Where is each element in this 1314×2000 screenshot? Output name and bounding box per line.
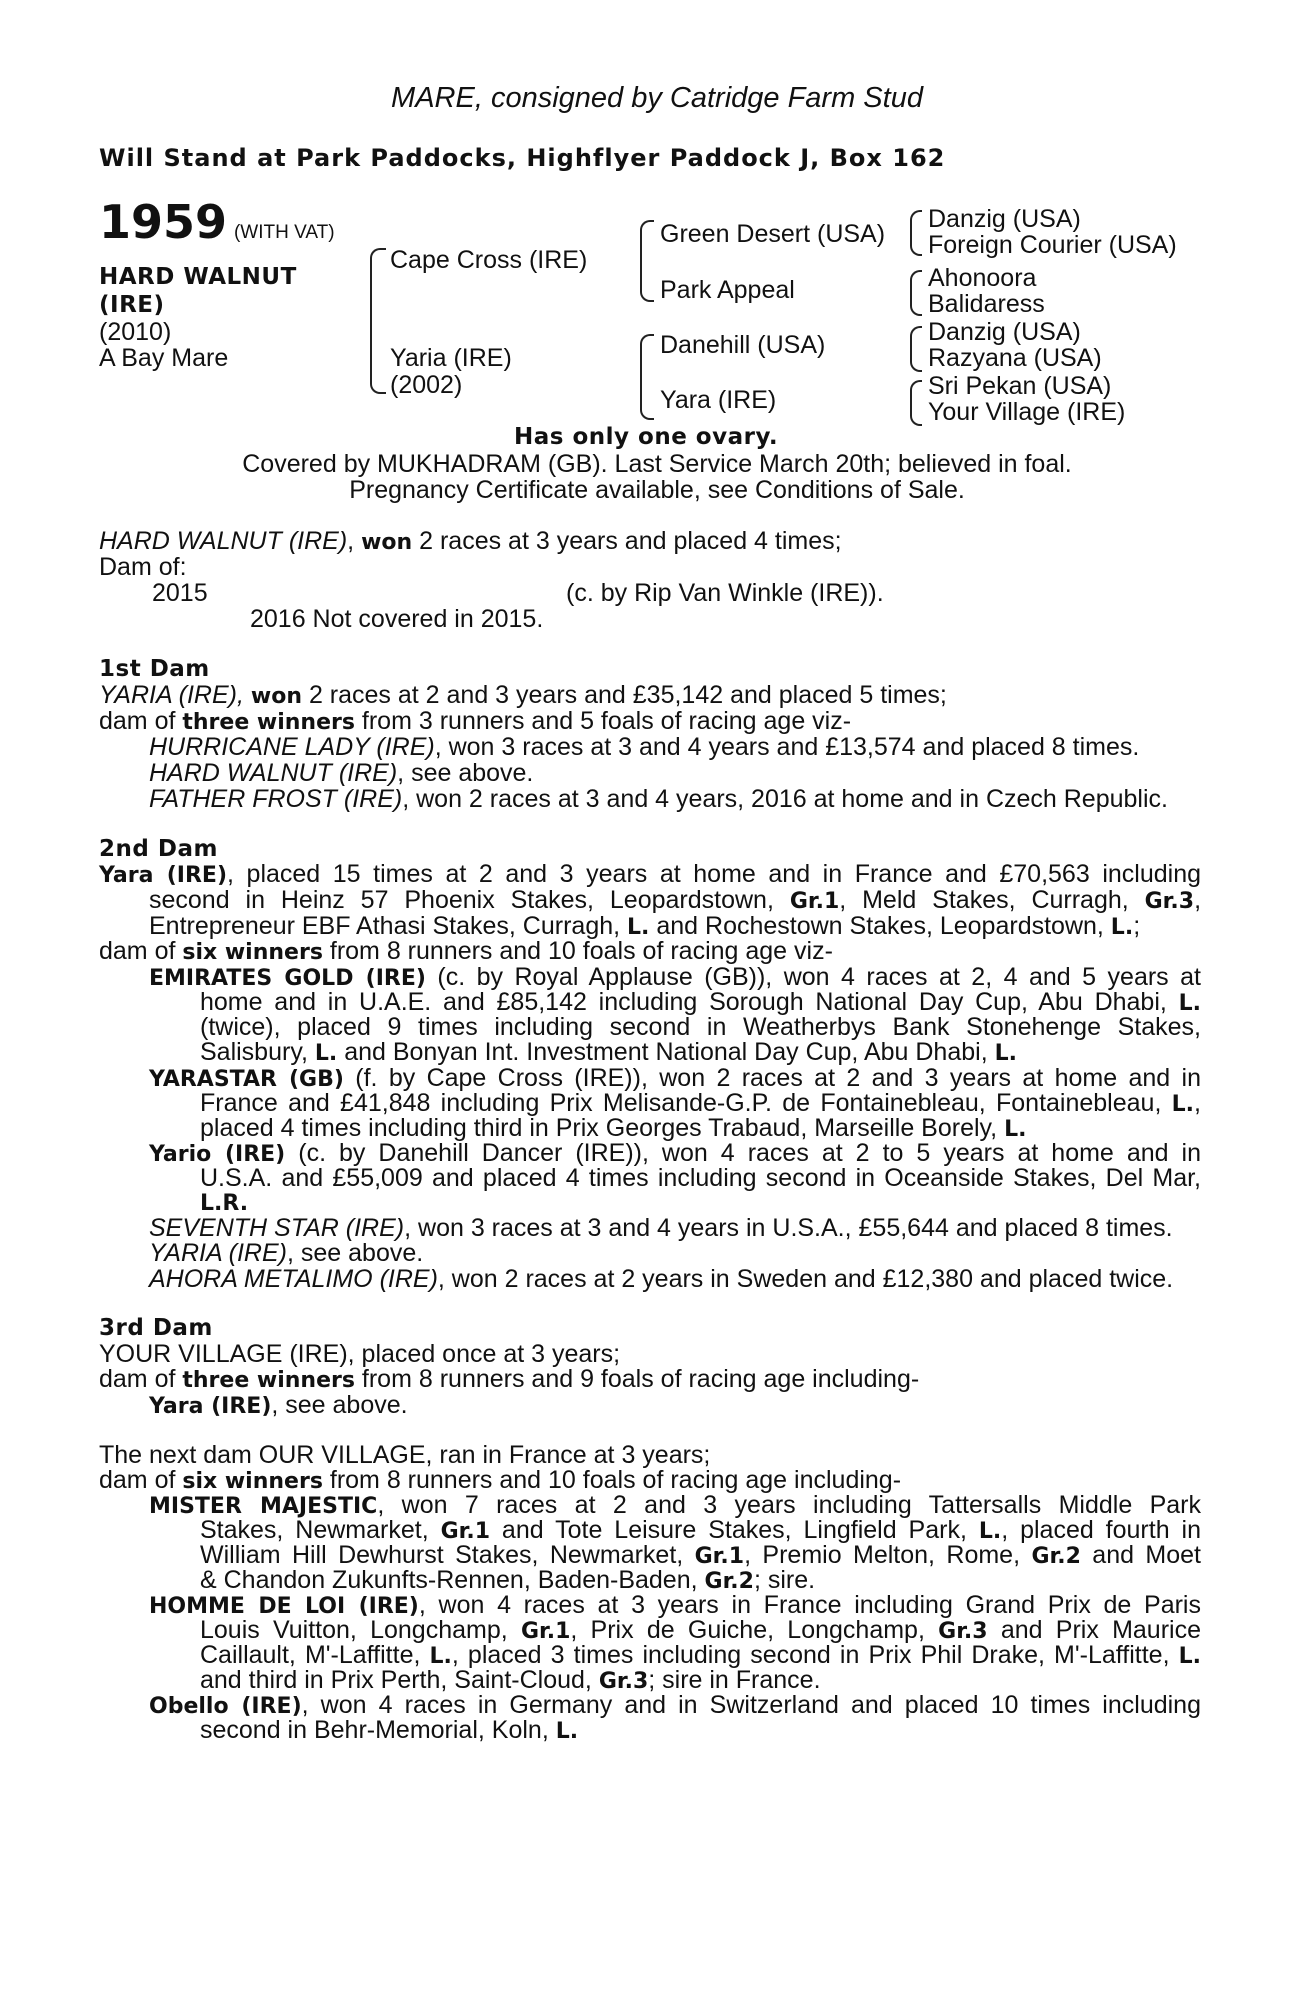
third-dam-line-1: YOUR VILLAGE (IRE), placed once at 3 years; xyxy=(99,1340,621,1368)
emirates-gold-line-2: home and in U.A.E. and £85,142 including Sorough National Day Cup, Abu Dhabi, L. xyxy=(200,988,1201,1016)
produce-2016: 2016 Not covered in 2015. xyxy=(250,605,544,633)
pedigree-bracket-ds xyxy=(910,326,922,372)
yaria-line: YARIA (IRE), see above. xyxy=(149,1239,424,1267)
offspring-name: HOMME DE LOI (IRE) xyxy=(149,1594,419,1619)
ovary-note: Has only one ovary. xyxy=(514,424,779,450)
ahora-metalimo-line: AHORA METALIMO (IRE), won 2 races at 2 years in Sweden and £12,380 and placed twice. xyxy=(149,1265,1174,1293)
yarastar-line-3: placed 4 times including third in Prix Georges Trabaud, Marseille Borely, L. xyxy=(200,1114,1027,1142)
pedigree-dss: Danzig (USA) xyxy=(928,318,1081,346)
horse-name: HARD WALNUT xyxy=(99,264,297,290)
pedigree-ddd: Your Village (IRE) xyxy=(928,398,1126,426)
first-dam-line-1 xyxy=(99,683,947,710)
first-dam-line-2 xyxy=(99,709,851,736)
certificate-note: Pregnancy Certificate available, see Conditions of Sale. xyxy=(349,476,965,504)
pedigree-dam: Yaria (IRE) xyxy=(390,344,512,372)
first-dam-offspring-3 xyxy=(149,787,1168,813)
stand-location: Will Stand at Park Paddocks, Highflyer Paddock J, Box 162 xyxy=(99,144,946,172)
offspring-name: HURRICANE LADY (IRE) xyxy=(149,733,435,761)
second-dam-line-2: second in Heinz 57 Phoenix Stakes, Leopardstown, Gr.1, Meld Stakes, Curragh, Gr.3, xyxy=(149,886,1202,914)
offspring-name: Obello (IRE) xyxy=(149,1694,302,1719)
next-dam-line-2: dam of six winners from 8 runners and 10 foals of racing age including- xyxy=(99,1466,902,1494)
pedigree-bracket-main xyxy=(370,248,386,394)
pedigree-sire-sire: Green Desert (USA) xyxy=(660,220,886,248)
pedigree-bracket-ss xyxy=(910,210,922,256)
third-dam-line-3: Yara (IRE), see above. xyxy=(149,1391,408,1419)
first-dam-damof: dam of xyxy=(99,707,183,735)
emirates-gold-line-3: (twice), placed 9 times including second in Weatherbys Bank Stonehenge Stakes, xyxy=(200,1013,1201,1041)
produce-2015-detail: (c. by Rip Van Winkle (IRE)). xyxy=(566,579,884,607)
pedigree-sire: Cape Cross (IRE) xyxy=(390,246,588,274)
obello-line-1: Obello (IRE), won 4 races in Germany and in Switzerland and placed 10 times including xyxy=(149,1691,1201,1719)
lot-number-line xyxy=(99,195,335,249)
emirates-gold-line-1: EMIRATES GOLD (IRE) (c. by Royal Applause (GB)), won 4 races at 2, 4 and 5 years at xyxy=(149,963,1201,991)
horse-origin: (IRE) xyxy=(99,292,165,318)
obello-line-2: second in Behr-Memorial, Koln, L. xyxy=(200,1716,579,1744)
first-dam-rest: 2 races at 2 and 3 years and £35,142 and placed 5 times; xyxy=(302,681,947,709)
offspring-name: FATHER FROST (IRE) xyxy=(149,785,403,813)
homme-de-loi-line-3: Caillault, M'-Laffitte, L., placed 3 times including second in Prix Phil Drake, M'-Laffitte, L. xyxy=(200,1641,1201,1669)
second-dam-name: Yara (IRE) xyxy=(99,863,228,888)
record-horse-name: HARD WALNUT (IRE) xyxy=(99,527,348,555)
second-dam-line-3: Entrepreneur EBF Athasi Stakes, Curragh, L. and Rochestown Stakes, Leopardstown, L.; xyxy=(149,912,1141,940)
pedigree-dam-year: (2002) xyxy=(390,371,463,399)
pedigree-sire-dam: Park Appeal xyxy=(660,276,795,304)
first-dam-runners: from 3 runners and 5 foals of racing age viz- xyxy=(354,707,852,735)
first-dam-name: YARIA (IRE), xyxy=(99,681,244,709)
first-dam-won: won xyxy=(250,684,302,709)
pedigree-sss: Danzig (USA) xyxy=(928,205,1081,233)
lot-number: 1959 xyxy=(99,195,228,249)
horse-description: A Bay Mare xyxy=(99,344,229,372)
offspring-name: SEVENTH STAR (IRE) xyxy=(149,1214,405,1242)
yarastar-line-2: France and £41,848 including Prix Melisande-G.P. de Fontainebleau, Fontainebleau, L., xyxy=(200,1089,1201,1117)
first-dam-winners: three winners xyxy=(182,710,355,735)
offspring-name: HARD WALNUT (IRE) xyxy=(149,759,398,787)
homme-de-loi-line-1: HOMME DE LOI (IRE), won 4 races at 3 years in France including Grand Prix de Paris xyxy=(149,1591,1201,1619)
offspring-record: , see above. xyxy=(397,759,534,787)
offspring-name: YARASTAR (GB) xyxy=(149,1067,344,1092)
third-dam-heading: 3rd Dam xyxy=(99,1315,213,1341)
horse-year: (2010) xyxy=(99,318,172,346)
pedigree-dam-dam: Yara (IRE) xyxy=(660,386,777,414)
yario-line-2: U.S.A. and £55,009 and placed 4 times including second in Oceanside Stakes, Del Mar, xyxy=(200,1164,1201,1192)
pedigree-bracket-sd xyxy=(910,270,922,316)
third-dam-line-2: dam of three winners from 8 runners and 9 foals of racing age including- xyxy=(99,1365,920,1393)
first-dam-heading: 1st Dam xyxy=(99,656,210,682)
offspring-record: , won 2 races at 3 and 4 years, 2016 at home and in Czech Republic. xyxy=(402,785,1168,813)
offspring-name: YARIA (IRE) xyxy=(149,1239,287,1267)
yarastar-line-1: YARASTAR (GB) (f. by Cape Cross (IRE)), won 2 races at 2 and 3 years at home and in xyxy=(149,1064,1201,1092)
page-title: MARE, consigned by Catridge Farm Stud xyxy=(391,82,923,114)
second-dam-damof: dam of six winners from 8 runners and 10 foals of racing age viz- xyxy=(99,937,833,965)
pedigree-dam-sire: Danehill (USA) xyxy=(660,331,826,359)
vat-label: (WITH VAT) xyxy=(233,222,335,243)
pedigree-ssd: Foreign Courier (USA) xyxy=(928,231,1177,259)
emirates-gold-line-4: Salisbury, L. and Bonyan Int. Investment National Day Cup, Abu Dhabi, L. xyxy=(200,1038,1017,1066)
offspring-name: Yario (IRE) xyxy=(149,1142,286,1167)
pedigree-bracket-dam xyxy=(640,334,654,420)
record-line: HARD WALNUT (IRE), won 2 races at 3 years and placed 4 times; xyxy=(99,527,842,555)
homme-de-loi-line-4: and third in Prix Perth, Saint-Cloud, Gr.3; sire in France. xyxy=(200,1666,821,1694)
pedigree-sdd: Balidaress xyxy=(928,290,1045,318)
offspring-name: AHORA METALIMO (IRE) xyxy=(149,1265,438,1293)
mister-majestic-line-1: MISTER MAJESTIC, won 7 races at 2 and 3 years including Tattersalls Middle Park xyxy=(149,1491,1202,1519)
offspring-record: , won 3 races at 3 and 4 years and £13,574 and placed 8 times. xyxy=(434,733,1140,761)
next-dam-line-1: The next dam OUR VILLAGE, ran in France at 3 years; xyxy=(99,1441,711,1469)
mister-majestic-line-2: Stakes, Newmarket, Gr.1 and Tote Leisure Stakes, Lingfield Park, L., placed fourth in xyxy=(200,1516,1201,1544)
first-dam-offspring-1 xyxy=(149,735,1139,761)
pedigree-bracket-dd xyxy=(910,380,922,426)
second-dam-record: , placed 15 times at 2 and 3 years at home and in France and £70,563 including xyxy=(227,860,1202,888)
offspring-name: EMIRATES GOLD (IRE) xyxy=(149,966,426,991)
dam-of-label: Dam of: xyxy=(99,553,187,581)
yario-line-1: Yario (IRE) (c. by Danehill Dancer (IRE)), won 4 races at 2 to 5 years at home and in xyxy=(149,1139,1202,1167)
homme-de-loi-line-2: Louis Vuitton, Longchamp, Gr.1, Prix de Guiche, Longchamp, Gr.3 and Prix Maurice xyxy=(200,1616,1201,1644)
seventh-star-line: SEVENTH STAR (IRE), won 3 races at 3 and 4 years in U.S.A., £55,644 and placed 8 times. xyxy=(149,1214,1173,1242)
second-dam-heading: 2nd Dam xyxy=(99,836,218,862)
record-rest: 2 races at 3 years and placed 4 times; xyxy=(412,527,842,555)
mister-majestic-line-3: William Hill Dewhurst Stakes, Newmarket, Gr.1, Premio Melton, Rome, Gr.2 and Moet xyxy=(200,1541,1201,1569)
offspring-name: MISTER MAJESTIC xyxy=(149,1494,378,1519)
second-dam-line-1 xyxy=(99,862,1201,889)
pedigree-sds: Ahonoora xyxy=(928,264,1037,292)
record-won: won xyxy=(361,530,413,555)
yario-line-3: L.R. xyxy=(200,1191,249,1216)
covered-note: Covered by MUKHADRAM (GB). Last Service March 20th; believed in foal. xyxy=(242,450,1072,478)
mister-majestic-line-4: & Chandon Zukunfts-Rennen, Baden-Baden, Gr.2; sire. xyxy=(200,1566,816,1594)
pedigree-dds: Sri Pekan (USA) xyxy=(928,372,1112,400)
first-dam-offspring-2 xyxy=(149,761,533,787)
pedigree-dsd: Razyana (USA) xyxy=(928,344,1102,372)
produce-2015-year: 2015 xyxy=(152,579,208,607)
pedigree-bracket-sire xyxy=(640,220,654,302)
